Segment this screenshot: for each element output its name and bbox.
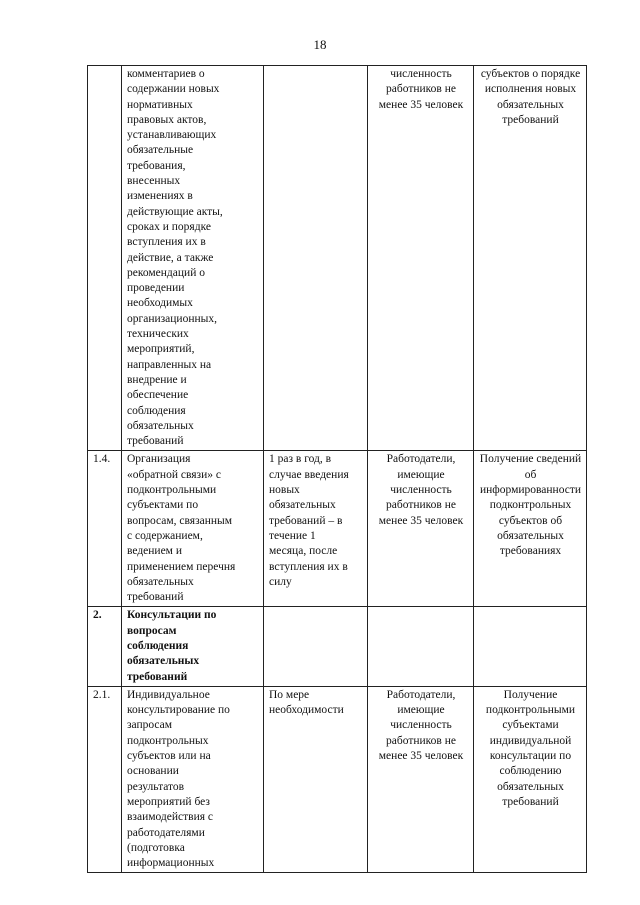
cell-period: 1 раз в год, в случае введения новых обязательных требований – в течение 1 месяца, после вступления их в силу — [264, 451, 368, 607]
cell-result: Получение сведений об информированности подконтрольных субъектов об обязательных требованиях — [474, 451, 587, 607]
cell-period: По мере необходимости — [264, 686, 368, 873]
cell-subjects: Работодатели, имеющие численность работников не менее 35 человек — [368, 686, 474, 873]
cell-subjects: Работодатели, имеющие численность работников не менее 35 человек — [368, 451, 474, 607]
cell-activity: Индивидуальное консультирование по запросам подконтрольных субъектов или на основании результатов мероприятий без взаимодействия с работодателями (подготовка информационных — [122, 686, 264, 873]
table-row-section — [88, 607, 587, 686]
table-row — [88, 451, 587, 607]
cell-number: 2.1. — [88, 686, 122, 873]
cell-result: Получение подконтрольными субъектами индивидуальной консультации по соблюдению обязательных требований — [474, 686, 587, 873]
cell-number — [88, 66, 122, 451]
cell-result — [474, 607, 587, 686]
cell-activity: Консультации по вопросам соблюдения обязательных требований — [122, 607, 264, 686]
cell-number: 2. — [88, 607, 122, 686]
cell-subjects: численность работников не менее 35 человек — [368, 66, 474, 451]
table-row — [88, 686, 587, 873]
cell-result: субъектов о порядке исполнения новых обязательных требований — [474, 66, 587, 451]
cell-number: 1.4. — [88, 451, 122, 607]
cell-subjects — [368, 607, 474, 686]
table-row — [88, 66, 587, 451]
activity-plan-table — [87, 65, 587, 873]
cell-period — [264, 66, 368, 451]
page-number: 18 — [313, 37, 327, 52]
cell-period — [264, 607, 368, 686]
cell-activity: комментариев о содержании новых нормативных правовых актов, устанавливающих обязательные требования, внесенных изменениях в действующие акты, сроках и порядке вступления их в действие, а также рекомендаций о проведении необходимых организационных, технических мероприятий, направленных на внедрение и обеспечение соблюдения обязательных требований — [122, 66, 264, 451]
cell-activity: Организация «обратной связи» с подконтрольными субъектами по вопросам, связанным с содержанием, ведением и применением перечня обязательных требований — [122, 451, 264, 607]
